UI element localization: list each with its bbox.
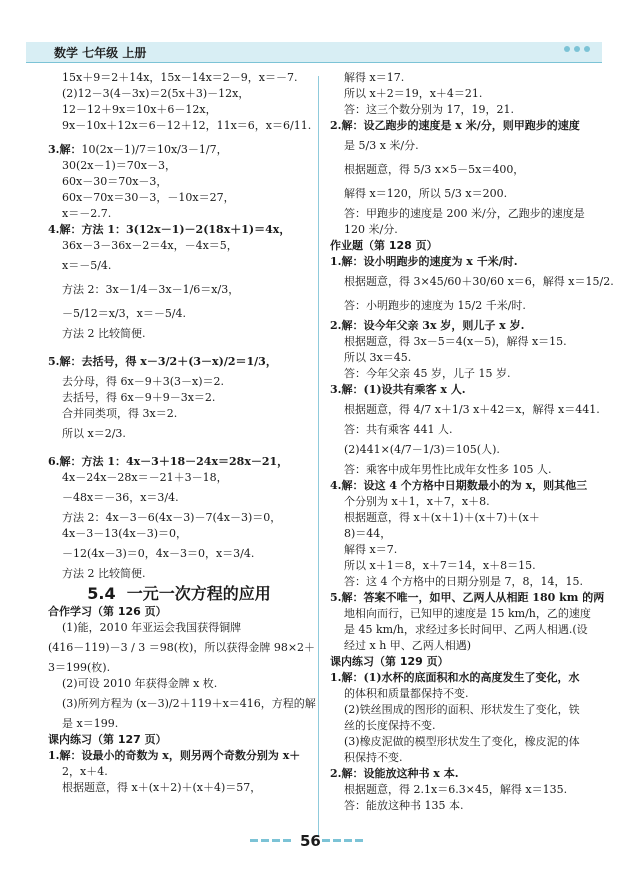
footer-decoration-right	[322, 839, 366, 842]
text-line: 是 5/3 x 米/分.	[344, 139, 419, 152]
decoration-dot	[584, 46, 590, 52]
text-line: 36x－3－36x－2＝4x，－4x＝5，	[62, 239, 238, 252]
footer-decoration-left	[250, 839, 294, 842]
text-line: －12(4x－3)＝0，4x－3＝0，x＝3/4.	[62, 547, 255, 560]
text-line: 12－12＋9x＝10x＋6－12x，	[62, 103, 217, 116]
text-line: x＝－5/4.	[62, 259, 112, 272]
text-line: 所以 x＋1＝8，x＋7＝14，x＋8＝15.	[344, 559, 536, 572]
text-line: 答：这 4 个方格中的日期分别是 7，8，14，15.	[344, 575, 583, 588]
text-line: (1)能，2010 年亚运会我国获得铜牌	[62, 621, 242, 634]
header-title: 数学 七年级 上册	[54, 46, 147, 60]
text-line: x＝－2.7.	[62, 207, 112, 220]
text-line: 的体积和质量都保持不变.	[344, 687, 469, 700]
text-line: 答：共有乘客 441 人.	[344, 423, 453, 436]
text-line: 4x－24x－28x＝－21＋3－18，	[62, 471, 228, 484]
text-line: 1.解：(1)水杯的底面积和水的高度发生了变化，水	[330, 671, 580, 684]
right-column	[330, 70, 614, 814]
text-line: 4.解：设这 4 个方格中日期数最小的为 x，则其他三	[330, 479, 588, 492]
text-line: (2)441×(4/7－1/3)＝105(人).	[344, 443, 500, 456]
text-line: 根据题意，得 2.1x＝6.3×45，解得 x＝135.	[344, 783, 568, 796]
text-line: 所以 x＋2＝19，x＋4＝21.	[344, 87, 483, 100]
subsection-heading: 合作学习（第 126 页）	[48, 605, 167, 618]
equation: 10(2x－1)/7＝10x/3－1/7，	[81, 143, 228, 156]
text-line: 答：小明跑步的速度为 15/2 千米/时.	[344, 299, 526, 312]
text-line: 解得 x＝7.	[344, 543, 398, 556]
text-line: 合并同类项，得 3x＝2.	[62, 407, 178, 420]
text-line: (3)橡皮泥做的模型形状发生了变化，橡皮泥的体	[344, 735, 580, 748]
text-line: 4.解：方法 1：3(12x－1)－2(18x＋1)＝4x，	[48, 223, 291, 236]
text-line: 根据题意，得 5/3 x×5－5x＝400，	[344, 163, 525, 176]
subsection-heading: 课内练习（第 127 页）	[48, 733, 167, 746]
text-line: 积保持不变.	[344, 751, 403, 764]
text-line: 方法 2 比较简便.	[62, 327, 146, 340]
text-line: (416－119)－3 / 3 ＝98(枚)，所以获得金牌 98×2＋	[48, 641, 316, 654]
text-line: 解得 x＝120，所以 5/3 x＝200.	[344, 187, 508, 200]
text-line: －5/12＝x/3，x＝－5/4.	[62, 307, 187, 320]
text-line: 是 45 km/h，求经过多长时间甲、乙两人相遇.(设	[344, 623, 588, 636]
text-line: 1.解：设小明跑步的速度为 x 千米/时.	[330, 255, 518, 268]
text-line: 5.解：去括号，得 x－3/2＋(3－x)/2＝1/3，	[48, 355, 277, 368]
text-line: 答：能放这种书 135 本.	[344, 799, 464, 812]
text-line: (2)铁丝围成的图形的面积、形状发生了变化，铁	[344, 703, 580, 716]
text-line: 3＝199(枚).	[48, 661, 111, 674]
text-line: 解得 x＝17.	[344, 71, 405, 84]
text-line: 60x－70x＝30－3，－10x＝27，	[62, 191, 235, 204]
text-line: 去分母，得 6x－9＋3(3－x)＝2.	[62, 375, 224, 388]
section-name: 一元一次方程的应用	[126, 584, 271, 603]
text-line: 丝的长度保持不变.	[344, 719, 436, 732]
text-line: 根据题意，得 4/7 x＋1/3 x＋42＝x，解得 x＝441.	[344, 403, 600, 416]
text-line: －48x＝－36，x＝3/4.	[62, 491, 179, 504]
subsection-heading: 课内练习（第 129 页）	[330, 655, 449, 668]
text-line: 经过 x h 甲、乙两人相遇)	[344, 639, 472, 652]
text-line: 8)＝44，	[344, 527, 392, 540]
text-line: 2.解：设今年父亲 3x 岁，则儿子 x 岁.	[330, 319, 525, 332]
text-line: 9x－10x＋12x＝6－12＋12，11x＝6，x＝6/11.	[62, 119, 312, 132]
text-line: 4x－3－13(4x－3)＝0，	[62, 527, 187, 540]
text-line: 地相向而行，已知甲的速度是 15 km/h，乙的速度	[344, 607, 591, 620]
text-line: 5.解：答案不唯一，如甲、乙两人从相距 180 km 的两	[330, 591, 605, 604]
page-number: 56	[300, 832, 321, 850]
text-line: 6.解：方法 1：4x－3＋18－24x＝28x－21，	[48, 455, 289, 468]
page-header	[26, 42, 602, 63]
text-line: 答：这三个数分别为 17，19，21.	[344, 103, 514, 116]
section-title	[48, 586, 310, 602]
text-line: 根据题意，得 3×45/60＋30/60 x＝6，解得 x＝15/2.	[344, 275, 614, 288]
text-line: 方法 2 比较简便.	[62, 567, 146, 580]
text-line: 15x＋9＝2＋14x，15x－14x＝2－9，x＝－7.	[62, 71, 298, 84]
text-line: 答：今年父亲 45 岁，儿子 15 岁.	[344, 367, 511, 380]
text-line: 2.解：设乙跑步的速度是 x 米/分，则甲跑步的速度	[330, 119, 580, 132]
column-divider	[318, 76, 319, 836]
section-number: 5.4	[87, 584, 116, 603]
text-line: 60x－30＝70x－3，	[62, 175, 168, 188]
text-line: 根据题意，得 x＋(x＋2)＋(x＋4)＝57，	[62, 781, 262, 794]
subsection-heading: 作业题（第 128 页）	[330, 239, 438, 252]
text-line: 所以 3x＝45.	[344, 351, 412, 364]
text-line: 是 x＝199.	[62, 717, 119, 730]
text-line: 2，x＋4.	[62, 765, 108, 778]
decoration-dot	[564, 46, 570, 52]
text-line: 根据题意，得 x＋(x＋1)＋(x＋7)＋(x＋	[344, 511, 540, 524]
text-line: 去括号，得 6x－9＋9－3x＝2.	[62, 391, 216, 404]
text-line: (3)所列方程为 (x－3)/2＋119＋x＝416，方程的解	[62, 697, 316, 710]
text-line: 所以 x＝2/3.	[62, 427, 126, 440]
problem-label: 3.解：	[48, 143, 82, 156]
text-line: 1.解：设最小的奇数为 x，则另两个奇数分别为 x＋	[48, 749, 301, 762]
text-line: 个分别为 x＋1，x＋7，x＋8.	[344, 495, 490, 508]
text-line: 30(2x－1)＝70x－3，	[62, 159, 176, 172]
text-line: 方法 2：3x－1/4－3x－1/6＝x/3，	[62, 283, 240, 296]
left-column	[48, 70, 316, 796]
text-line: 答：乘客中成年男性比成年女性多 105 人.	[344, 463, 552, 476]
text-line: 2.解：设能放这种书 x 本.	[330, 767, 459, 780]
text-line: 方法 2：4x－3－6(4x－3)－7(4x－3)＝0，	[62, 511, 282, 524]
text-line: 3.解：(1)设共有乘客 x 人.	[330, 383, 466, 396]
text-line: (2)12－3(4－3x)＝2(5x＋3)－12x，	[62, 87, 250, 100]
text-line: (2)可设 2010 年获得金牌 x 枚.	[62, 677, 218, 690]
text-line: 根据题意，得 3x－5＝4(x－5)，解得 x＝15.	[344, 335, 567, 348]
text-line: 答：甲跑步的速度是 200 米/分，乙跑步的速度是	[344, 207, 585, 220]
decoration-dot	[574, 46, 580, 52]
text-line: 120 米/分.	[344, 223, 398, 236]
